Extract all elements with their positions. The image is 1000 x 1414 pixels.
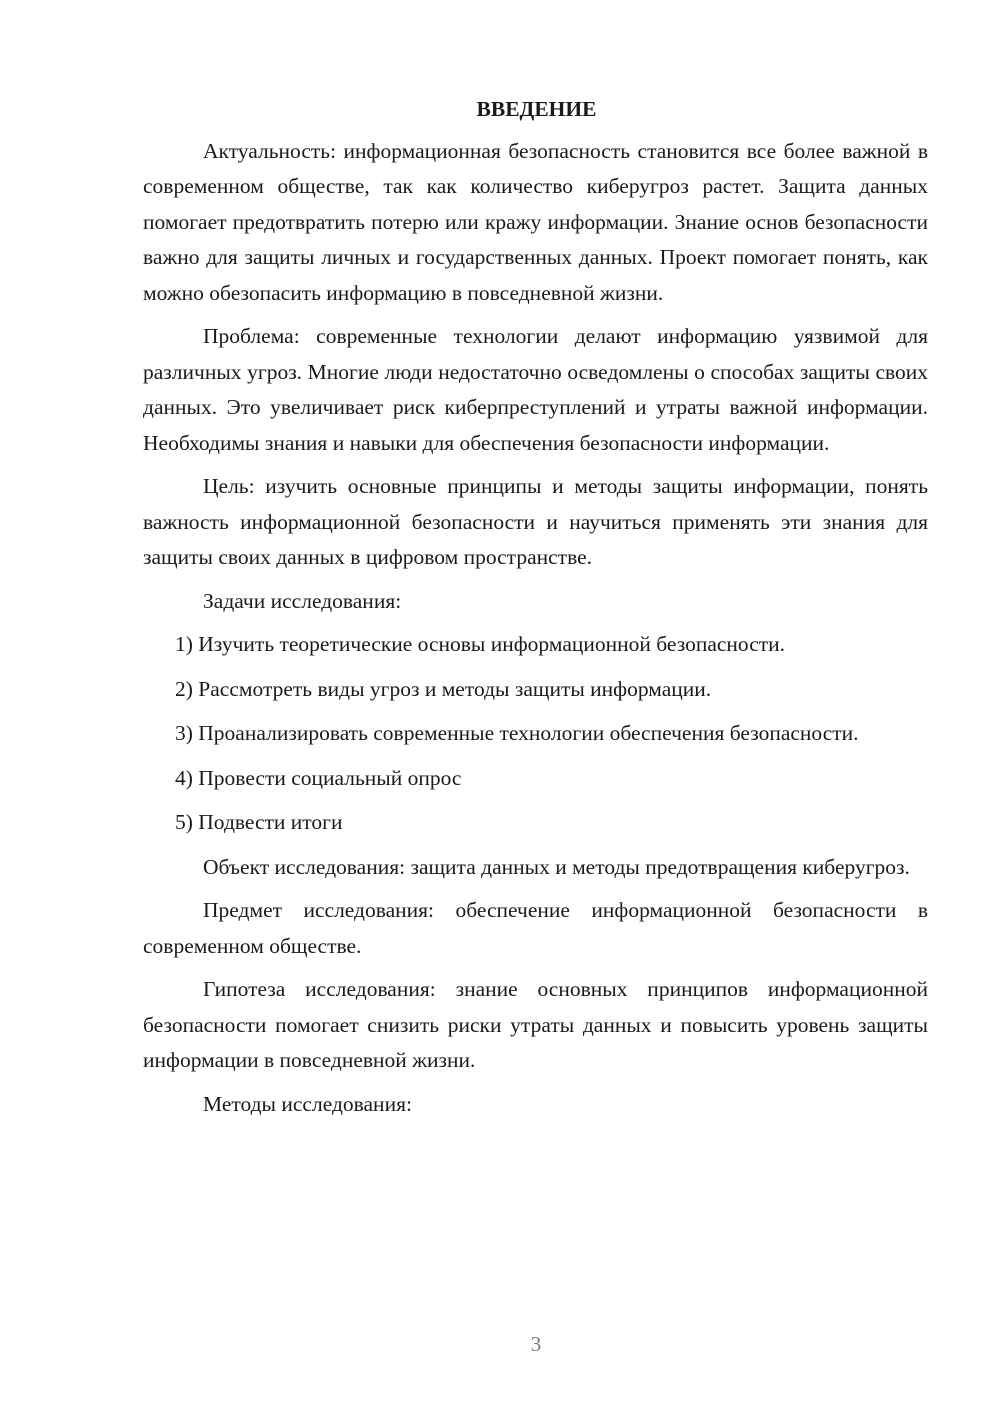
paragraph-methods: Методы исследования: [203, 1091, 412, 1116]
section-heading: ВВЕДЕНИЕ [476, 97, 597, 121]
page-number: 3 [530, 1332, 542, 1356]
paragraph-tasks-intro: Задачи исследования: [203, 588, 402, 613]
paragraph-subject: Предмет исследования: обеспечение информационной безопасности в современном обществе. [143, 898, 928, 958]
document-page [143, 92, 928, 1130]
paragraph-hypothesis: Гипотеза исследования: знание основных принципов информационной безопасности помогает снизить риски утраты данных и повысить уровень защиты информации в повседневной жизни. [143, 977, 928, 1072]
task-item: 1) Изучить теоретические основы информационной безопасности. [175, 632, 786, 656]
paragraph-object: Объект исследования: защита данных и методы предотвращения киберугроз. [203, 854, 910, 879]
task-item: 3) Проанализировать современные технологии обеспечения безопасности. [175, 721, 859, 745]
paragraph-goal: Цель: изучить основные принципы и методы защиты информации, понять важность информационной безопасности и научиться применять эти знания для защиты своих данных в цифровом пространстве. [143, 474, 928, 569]
task-item: 2) Рассмотреть виды угроз и методы защиты информации. [175, 676, 712, 701]
paragraph-problem: Проблема: современные технологии делают информацию уязвимой для различных угроз. Многие люди недостаточно осведомлены о способах защиты своих данных. Это увеличивает риск киберпреступлений и утраты важной информации. Необходимы знания и навыки для обеспечения безопасности информации. [143, 324, 928, 455]
task-item: 5) Подвести итоги [175, 810, 343, 834]
paragraph-relevance: Актуальность: информационная безопасность становится все более важной в современном обществе, так как количество киберугроз растет. Защита данных помогает предотвратить потерю или кражу информации. Знание основ безопасности важно для защиты личных и государственных данных. Проект помогает понять, как можно обезопасить информацию в повседневной жизни. [143, 138, 928, 305]
task-item: 4) Провести социальный опрос [175, 765, 462, 790]
